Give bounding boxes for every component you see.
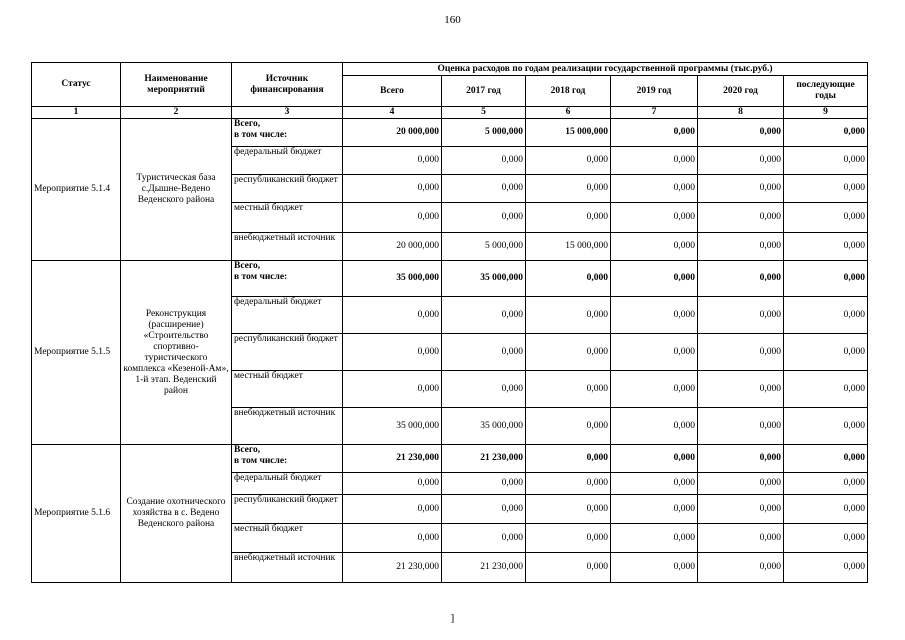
amount-cell: 0,000 — [442, 203, 526, 233]
source-label: федеральный бюджет — [232, 473, 343, 495]
header-source: Источник финансирования — [232, 63, 343, 107]
amount-cell: 0,000 — [442, 495, 526, 524]
amount-cell: 35 000,000 — [442, 408, 526, 445]
amount-cell: 21 230,000 — [442, 445, 526, 473]
amount-cell: 0,000 — [698, 297, 784, 334]
amount-cell: 0,000 — [784, 445, 868, 473]
source-label: местный бюджет — [232, 524, 343, 553]
amount-cell: 0,000 — [442, 473, 526, 495]
amount-cell: 0,000 — [611, 445, 698, 473]
amount-cell: 0,000 — [784, 147, 868, 175]
amount-cell: 0,000 — [698, 261, 784, 297]
source-total: Всего, в том числе: — [232, 445, 343, 473]
amount-cell: 0,000 — [343, 147, 442, 175]
amount-cell: 0,000 — [698, 553, 784, 583]
amount-cell: 0,000 — [784, 175, 868, 203]
amount-cell: 0,000 — [698, 334, 784, 371]
amount-cell: 0,000 — [784, 261, 868, 297]
column-number: 9 — [784, 107, 868, 119]
amount-cell: 0,000 — [784, 495, 868, 524]
table-body — [32, 119, 868, 583]
budget-table — [31, 62, 868, 583]
amount-cell: 0,000 — [611, 261, 698, 297]
amount-cell: 0,000 — [343, 175, 442, 203]
amount-cell: 0,000 — [343, 334, 442, 371]
header-year: 2019 год — [611, 76, 698, 107]
amount-cell: 0,000 — [526, 408, 611, 445]
amount-cell: 0,000 — [611, 473, 698, 495]
event-status: Мероприятие 5.1.6 — [32, 445, 121, 583]
amount-cell: 20 000,000 — [343, 233, 442, 261]
column-number: 5 — [442, 107, 526, 119]
amount-cell: 0,000 — [611, 147, 698, 175]
amount-cell: 35 000,000 — [343, 261, 442, 297]
amount-cell: 35 000,000 — [442, 261, 526, 297]
column-number: 1 — [32, 107, 121, 119]
table-row — [32, 445, 868, 473]
amount-cell: 0,000 — [784, 553, 868, 583]
amount-cell: 5 000,000 — [442, 119, 526, 147]
source-label: федеральный бюджет — [232, 297, 343, 334]
amount-cell: 0,000 — [611, 495, 698, 524]
amount-cell: 0,000 — [698, 473, 784, 495]
source-label: республиканский бюджет — [232, 334, 343, 371]
amount-cell: 0,000 — [784, 233, 868, 261]
amount-cell: 0,000 — [698, 203, 784, 233]
header-year: последующие годы — [784, 76, 868, 107]
header-year: 2020 год — [698, 76, 784, 107]
column-number: 2 — [121, 107, 232, 119]
amount-cell: 0,000 — [698, 408, 784, 445]
amount-cell: 0,000 — [698, 495, 784, 524]
amount-cell: 0,000 — [343, 473, 442, 495]
amount-cell: 0,000 — [698, 371, 784, 408]
amount-cell: 0,000 — [343, 203, 442, 233]
amount-cell: 35 000,000 — [343, 408, 442, 445]
amount-cell: 0,000 — [343, 524, 442, 553]
event-name: Создание охотнического хозяйства в с. Ведено Веденского района — [121, 445, 232, 583]
amount-cell: 20 000,000 — [343, 119, 442, 147]
column-number: 6 — [526, 107, 611, 119]
amount-cell: 0,000 — [784, 203, 868, 233]
header-year: 2018 год — [526, 76, 611, 107]
amount-cell: 0,000 — [526, 445, 611, 473]
amount-cell: 5 000,000 — [442, 233, 526, 261]
source-label: республиканский бюджет — [232, 495, 343, 524]
amount-cell: 0,000 — [784, 408, 868, 445]
amount-cell: 0,000 — [442, 334, 526, 371]
amount-cell: 0,000 — [611, 175, 698, 203]
amount-cell: 0,000 — [698, 175, 784, 203]
amount-cell: 0,000 — [526, 297, 611, 334]
amount-cell: 0,000 — [343, 297, 442, 334]
amount-cell: 0,000 — [442, 524, 526, 553]
amount-cell: 0,000 — [526, 371, 611, 408]
amount-cell: 0,000 — [526, 261, 611, 297]
event-status: Мероприятие 5.1.4 — [32, 119, 121, 261]
amount-cell: 0,000 — [784, 371, 868, 408]
amount-cell: 0,000 — [442, 147, 526, 175]
column-number: 7 — [611, 107, 698, 119]
amount-cell: 0,000 — [526, 473, 611, 495]
page-number: 160 — [444, 14, 461, 26]
amount-cell: 21 230,000 — [343, 445, 442, 473]
amount-cell: 0,000 — [526, 334, 611, 371]
header-event-name: Наименование мероприятий — [121, 63, 232, 107]
amount-cell: 0,000 — [526, 147, 611, 175]
header-year: Всего — [343, 76, 442, 107]
amount-cell: 0,000 — [526, 524, 611, 553]
amount-cell: 0,000 — [698, 119, 784, 147]
source-label: местный бюджет — [232, 203, 343, 233]
source-total: Всего, в том числе: — [232, 119, 343, 147]
amount-cell: 0,000 — [784, 119, 868, 147]
amount-cell: 0,000 — [611, 524, 698, 553]
source-label: внебюджетный источник — [232, 553, 343, 583]
amount-cell: 0,000 — [343, 495, 442, 524]
column-number: 4 — [343, 107, 442, 119]
amount-cell: 0,000 — [698, 147, 784, 175]
amount-cell: 0,000 — [611, 233, 698, 261]
footer-mark: ] — [450, 612, 455, 624]
amount-cell: 21 230,000 — [343, 553, 442, 583]
amount-cell: 0,000 — [611, 203, 698, 233]
source-label: местный бюджет — [232, 371, 343, 408]
amount-cell: 15 000,000 — [526, 233, 611, 261]
source-label: внебюджетный источник — [232, 233, 343, 261]
header-year: 2017 год — [442, 76, 526, 107]
source-label: внебюджетный источник — [232, 408, 343, 445]
amount-cell: 0,000 — [526, 553, 611, 583]
header-estimate-group: Оценка расходов по годам реализации государственной программы (тыс.руб.) — [343, 63, 868, 76]
amount-cell: 0,000 — [784, 297, 868, 334]
event-status: Мероприятие 5.1.5 — [32, 261, 121, 445]
column-number: 8 — [698, 107, 784, 119]
amount-cell: 0,000 — [611, 371, 698, 408]
amount-cell: 0,000 — [442, 175, 526, 203]
amount-cell: 0,000 — [611, 334, 698, 371]
header-status: Статус — [32, 63, 121, 107]
amount-cell: 0,000 — [611, 408, 698, 445]
column-number-row — [32, 107, 868, 119]
amount-cell: 0,000 — [784, 524, 868, 553]
table-row — [32, 119, 868, 147]
source-label: федеральный бюджет — [232, 147, 343, 175]
amount-cell: 21 230,000 — [442, 553, 526, 583]
amount-cell: 15 000,000 — [526, 119, 611, 147]
source-label: республиканский бюджет — [232, 175, 343, 203]
amount-cell: 0,000 — [343, 371, 442, 408]
amount-cell: 0,000 — [698, 445, 784, 473]
event-name: Реконструкция (расширение) «Строительство спортивно-туристического комплекса «Кезеной-Ам», 1-й этап. Веденский район — [121, 261, 232, 445]
amount-cell: 0,000 — [611, 119, 698, 147]
amount-cell: 0,000 — [611, 297, 698, 334]
amount-cell: 0,000 — [611, 553, 698, 583]
amount-cell: 0,000 — [784, 473, 868, 495]
event-name: Туристическая база с.Дышне-Ведено Веденского района — [121, 119, 232, 261]
column-number: 3 — [232, 107, 343, 119]
amount-cell: 0,000 — [698, 233, 784, 261]
amount-cell: 0,000 — [442, 297, 526, 334]
source-total: Всего, в том числе: — [232, 261, 343, 297]
amount-cell: 0,000 — [442, 371, 526, 408]
amount-cell: 0,000 — [526, 495, 611, 524]
amount-cell: 0,000 — [784, 334, 868, 371]
amount-cell: 0,000 — [698, 524, 784, 553]
amount-cell: 0,000 — [526, 175, 611, 203]
amount-cell: 0,000 — [526, 203, 611, 233]
table-row — [32, 261, 868, 297]
